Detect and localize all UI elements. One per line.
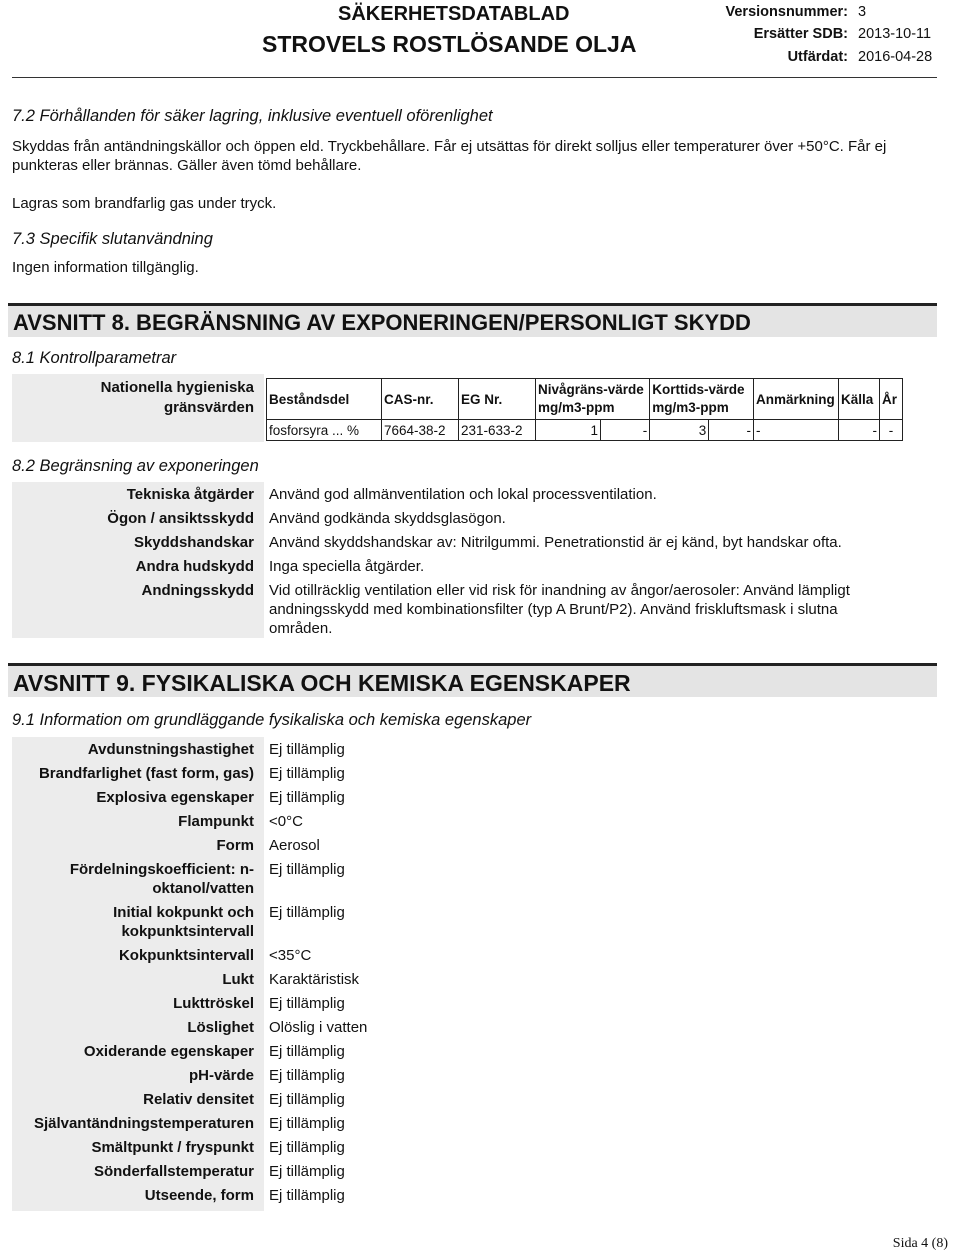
national-limits-label-box [12,374,264,442]
storage-gas-text: Lagras som brandfarlig gas under tryck. [12,195,277,212]
replaces-value: 2013-10-11 [858,26,932,42]
subheading-7-3: 7.3 Specifik slutanvändning [12,230,213,248]
col-header-source: Källa [839,379,880,420]
control-label-gloves: Skyddshandskar [133,534,254,551]
control-value-eyes: Använd godkända skyddsglasögon. [269,510,506,527]
control-value-technical: Använd god allmänventilation och lokal processventilation. [269,486,657,503]
cell-component: fosforsyra ... % [267,420,382,441]
prop-value: Ej tillämplig [269,1139,345,1156]
page-number: Sida 4 (8) [892,1236,948,1251]
cell-source: - [839,420,880,441]
prop-label: Form [216,837,254,854]
exposure-limits-table [266,378,903,441]
subheading-7-2: 7.2 Förhållanden för säker lagring, inklusive eventuell oförenlighet [12,107,493,125]
prop-label: Självantändningstemperaturen [33,1115,254,1132]
cell-eg: 231-633-2 [459,420,536,441]
cell-short-term-ppm: - [709,420,754,441]
document-title: SÄKERHETSDATABLAD [338,3,570,25]
prop-label: Lukttröskel [173,995,254,1012]
cell-cas: 7664-38-2 [382,420,459,441]
level-limit-line2: mg/m3-ppm [538,400,615,415]
issued-label: Utfärdat: [787,49,848,65]
prop-label: Flampunkt [178,813,254,830]
col-header-remark: Anmärkning [754,379,839,420]
control-value-gloves: Använd skyddshandskar av: Nitrilgummi. Penetrationstid är ej känd, byt handskar ofta. [269,534,842,551]
prop-value: Ej tillämplig [269,1067,345,1084]
section-8-heading: AVSNITT 8. BEGRÄNSNING AV EXPONERINGEN/PERSONLIGT SKYDD [8,303,937,337]
prop-label: Smältpunkt / fryspunkt [91,1139,254,1156]
prop-value: Ej tillämplig [269,1187,345,1204]
table-row [267,420,903,441]
control-label-respiratory: Andningsskydd [141,582,254,599]
prop-label: Sönderfallstemperatur [93,1163,254,1180]
prop-label: Kokpunktsintervall [118,947,254,964]
prop-label: Löslighet [187,1019,254,1036]
storage-text: Skyddas från antändningskällor och öppen eld. Tryckbehållare. Får ej utsättas för direkt solljus eller temperaturer över +50°C. Får ej punkteras eller brännas. Gäller även tömd behållare. [12,138,887,174]
control-value-skin: Inga speciella åtgärder. [269,558,425,575]
col-header-year: År [880,379,903,420]
col-header-short-term [650,379,754,420]
prop-value: Karaktäristisk [269,971,360,988]
prop-label: Brandfarlighet (fast form, gas) [38,765,254,782]
col-header-cas: CAS-nr. [382,379,459,420]
prop-value: Aerosol [269,837,320,854]
cell-remark: - [754,420,839,441]
prop-label: pH-värde [188,1067,254,1084]
national-limits-label-line1: Nationella hygieniska [100,379,254,396]
prop-value: Ej tillämplig [269,1091,345,1108]
short-term-line2: mg/m3-ppm [652,400,729,415]
control-label-eyes: Ögon / ansiktsskydd [107,510,254,527]
prop-label: Avdunstningshastighet [87,741,254,758]
prop-value: <0°C [269,813,303,830]
prop-label: Lukt [222,971,254,988]
control-label-technical: Tekniska åtgärder [126,486,254,503]
issued-value: 2016-04-28 [858,49,933,65]
section-9-heading: AVSNITT 9. FYSIKALISKA OCH KEMISKA EGENSKAPER [8,663,937,697]
replaces-row [0,26,960,46]
table-header-row [267,379,903,420]
prop-value: Ej tillämplig [269,1043,345,1060]
short-term-line1: Korttids-värde [652,382,745,397]
cell-year: - [880,420,903,441]
prop-value: Ej tillämplig [269,904,345,921]
col-header-component: Beståndsdel [267,379,382,420]
end-use-text: Ingen information tillgänglig. [12,259,199,276]
prop-value: Ej tillämplig [269,1163,345,1180]
prop-label: Explosiva egenskaper [96,789,254,806]
cell-level-limit-mg: 1 [536,420,601,441]
prop-label: Initial kokpunkt och kokpunktsintervall [113,904,254,940]
prop-label: Relativ densitet [143,1091,254,1108]
version-label: Versionsnummer: [725,4,848,20]
control-value-respiratory: Vid otillräcklig ventilation eller vid risk för inandning av ångor/aerosoler: Använd lämpligt andningsskydd med kombinationsfilter (typ A Brunt/P2). Använd friskluftsmask i slutna områden. [269,582,850,637]
version-value: 3 [858,4,867,20]
product-name: STROVELS ROSTLÖSANDE OLJA [262,31,637,57]
subheading-9-1: 9.1 Information om grundläggande fysikaliska och kemiska egenskaper [12,711,532,729]
prop-label: Oxiderande egenskaper [83,1043,254,1060]
version-row [0,4,960,24]
header-divider [12,77,937,78]
prop-label: Fördelningskoefficient: n-oktanol/vatten [69,861,254,897]
prop-value: Ej tillämplig [269,995,345,1012]
prop-value: Ej tillämplig [269,741,345,758]
issued-row [0,49,960,69]
prop-value: <35°C [269,947,312,964]
prop-label: Utseende, form [144,1187,254,1204]
subheading-8-2: 8.2 Begränsning av exponeringen [12,457,259,475]
subheading-8-1: 8.1 Kontrollparametrar [12,349,177,367]
col-header-level-limit [536,379,650,420]
prop-value: Ej tillämplig [269,861,345,878]
cell-level-limit-ppm: - [600,420,649,441]
controls-label-box [12,482,264,638]
prop-value: Olöslig i vatten [269,1019,368,1036]
prop-value: Ej tillämplig [269,765,345,782]
replaces-label: Ersätter SDB: [753,26,848,42]
level-limit-line1: Nivågräns-värde [538,382,644,397]
properties-label-box [12,737,264,1211]
control-label-skin: Andra hudskydd [135,558,254,575]
prop-value: Ej tillämplig [269,1115,345,1132]
national-limits-label-line2: gränsvärden [163,399,254,416]
prop-value: Ej tillämplig [269,789,345,806]
cell-short-term-mg: 3 [650,420,709,441]
col-header-eg: EG Nr. [459,379,536,420]
